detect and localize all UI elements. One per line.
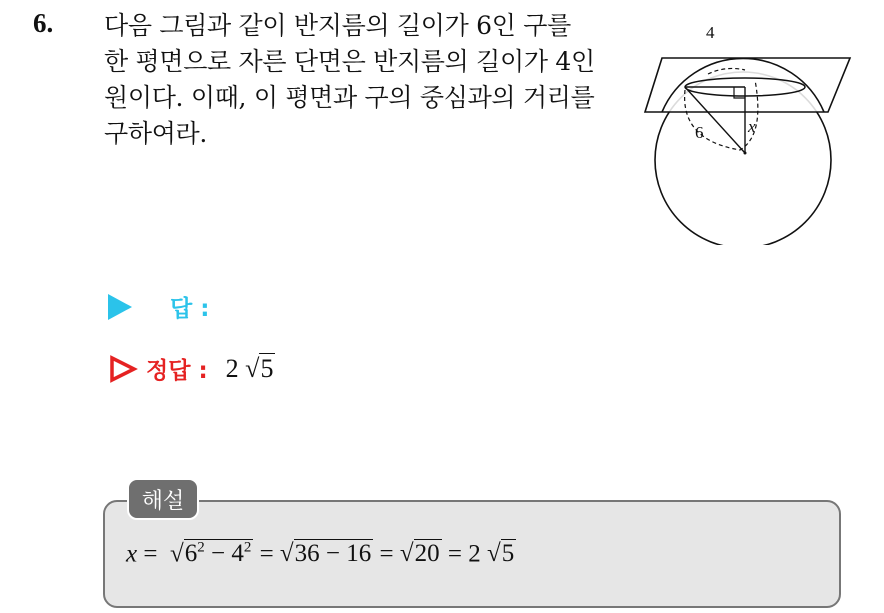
play-outline-arrow-icon	[108, 354, 138, 384]
explanation-tag: 해설	[127, 478, 199, 520]
correct-radicand: 5	[260, 353, 274, 383]
minus: −	[210, 540, 226, 568]
exp1: 2	[197, 540, 205, 556]
sphere-center	[744, 152, 747, 155]
answer-label: 답 :	[170, 296, 210, 322]
label-four: 4	[706, 23, 715, 42]
formula-eq: =	[143, 540, 158, 568]
label-six: 6	[695, 123, 704, 142]
formula-eq: =	[259, 540, 274, 568]
base2: 4	[231, 540, 244, 568]
sqrt-term3: √20	[399, 540, 440, 568]
correct-answer-label: 정답 :	[146, 358, 208, 384]
correct-answer-row	[108, 352, 275, 385]
term3-radicand: 20	[414, 540, 440, 568]
base1: 6	[184, 540, 198, 568]
question-number: 6.	[33, 8, 54, 38]
correct-coef: 2	[225, 353, 239, 383]
sqrt-term2: √36 − 16	[279, 540, 372, 568]
term2-radicand: 36 − 16	[294, 540, 372, 568]
label-x: x	[748, 117, 756, 136]
sqrt-sign: √5	[245, 353, 274, 383]
question-line: 구하여라.	[104, 119, 208, 148]
answer-row	[108, 290, 227, 323]
sqrt-result: √5	[486, 540, 515, 568]
formula-eq: =	[379, 540, 394, 568]
sqrt-term1: $√6^2 - 4^2$	[169, 540, 252, 568]
result-radicand: 5	[501, 540, 515, 568]
question-text	[104, 8, 624, 152]
sphere-figure	[640, 20, 855, 245]
question-line: 다음 그림과 같이 반지름의 길이가 6인 구를	[104, 11, 571, 40]
correct-answer-value	[226, 354, 276, 384]
formula-var: x	[126, 540, 138, 568]
exp2: 2	[243, 540, 252, 556]
play-arrow-icon	[108, 294, 132, 320]
question-line: 한 평면으로 자른 단면은 반지름의 길이가 4인	[104, 47, 595, 76]
explanation-formula	[126, 540, 516, 568]
question-line: 원이다. 이때, 이 평면과 구의 중심과의 거리를	[104, 83, 595, 112]
formula-eq: =	[447, 540, 462, 568]
result-coef: 2	[468, 540, 481, 568]
